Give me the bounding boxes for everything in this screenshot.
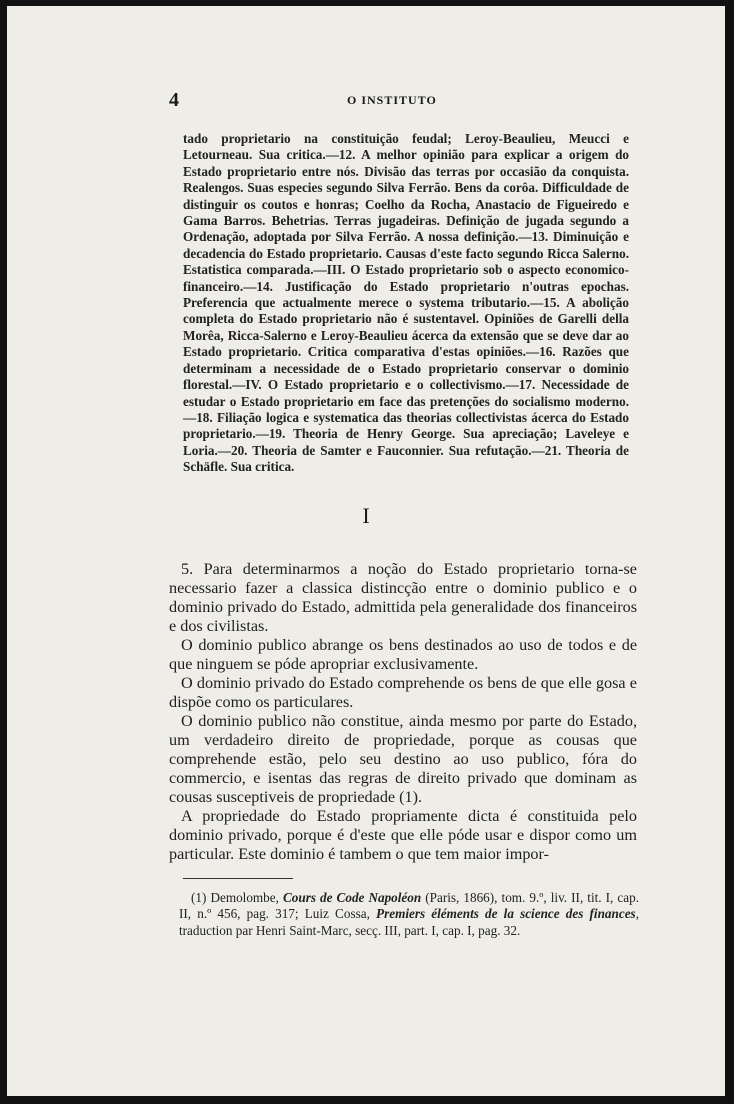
footnote-divider (183, 878, 293, 879)
footnote-title: Cours de Code Napoléon (283, 890, 422, 905)
footnote-title: Premiers éléments de la science des finances (376, 906, 636, 922)
paragraph: O dominio privado do Estado comprehende os bens de que elle gosa e dispõe como os particulares. (169, 674, 637, 711)
paragraph: O dominio publico não constitue, ainda mesmo por parte do Estado, um verdadeiro direito de propriedade, porque as cousas que comprehende estão, pelo seu destino ao uso publico, fóra do commercio, e isentas das regras de direito privado que dominam as cousas susceptiveis de propriedade (1). (169, 712, 637, 806)
chapter-summary: tado proprietario na constituição feudal; Leroy-Beaulieu, Meucci e Letourneau. Sua critica.—12. A melhor opinião para explicar a origem do Estado proprietario entre nós. Divisão das terras por occasião da conquista. Realengos. Suas especies segundo Silva Ferrão. Bens da corôa. Difficuldade de distinguir os coutos e honras; Coelho da Rocha, Anastacio de Figueiredo e Gama Barros. Behetrias. Terras jugadeiras. Definição de jugada segundo a Ordenação, adoptada por Silva Ferrão. A nossa definição.—13. Diminuição e decadencia do Estado proprietario. Causas d'este facto segundo Ricca Salerno. Estatistica comparada.—III. O Estado proprietario sob o aspecto economico-financeiro.—14. Justificação do Estado proprietario n'outras epochas. Preferencia que actualmente merece o systema tributario.—15. A abolição completa do Estado proprietario não é sustentavel. Opiniões de Garelli della Morêa, Ricca-Salerno e Leroy-Beaulieu ácerca da extensão que se deve dar ao Estado proprietario. Critica comparativa d'estas opiniões.—16. Razões que determinam a necessidade de o Estado proprietario conservar o dominio florestal.—IV. O Estado proprietario e o collectivismo.—17. Necessidade de estudar o Estado proprietario em face das pretenções do socialismo moderno.—18. Filiação logica e systematica das theorias collectivistas ácerca do Estado proprietario.—19. Theoria de Henry George. Sua apreciação; Laveleye e Loria.—20. Theoria de Samter e Fauconnier. Sua refutação.—21. Theoria de Schäfle. Sua critica. (183, 131, 629, 475)
footnote-part: (1) Demolombe, (191, 890, 283, 905)
paragraph: A propriedade do Estado propriamente dicta é constituida pelo dominio privado, porque é d'este que elle póde usar e dispor como um particular. Este dominio é tambem o que tem maior impor- (169, 807, 637, 863)
footnote-part: , traduction par Henri Saint-Marc, secç. III, part. I, cap. I, pag. 32. (179, 906, 639, 938)
page-number: 4 (169, 89, 179, 111)
book-page (7, 6, 725, 1096)
page-header (7, 89, 725, 119)
paragraph: O dominio publico abrange os bens destinados ao uso de todos e de que ninguem se póde apropriar exclusivamente. (169, 636, 637, 673)
paragraph: 5. Para determinarmos a noção do Estado proprietario torna-se necessario fazer a classica distincção entre o dominio publico e o dominio privado do Estado, admittida pela generalidade dos financeiros e dos civilistas. (169, 560, 637, 635)
footnote (179, 890, 639, 939)
section-heading: I (362, 503, 370, 528)
running-head: O INSTITUTO (347, 93, 437, 107)
body-text (169, 560, 637, 864)
footnote-text (179, 890, 639, 939)
footnote-part: (Paris, 1866), tom. 9.º, liv. II, tit. I, cap. II, n.º 456, pag. 317; Luiz Cossa, (179, 890, 640, 922)
